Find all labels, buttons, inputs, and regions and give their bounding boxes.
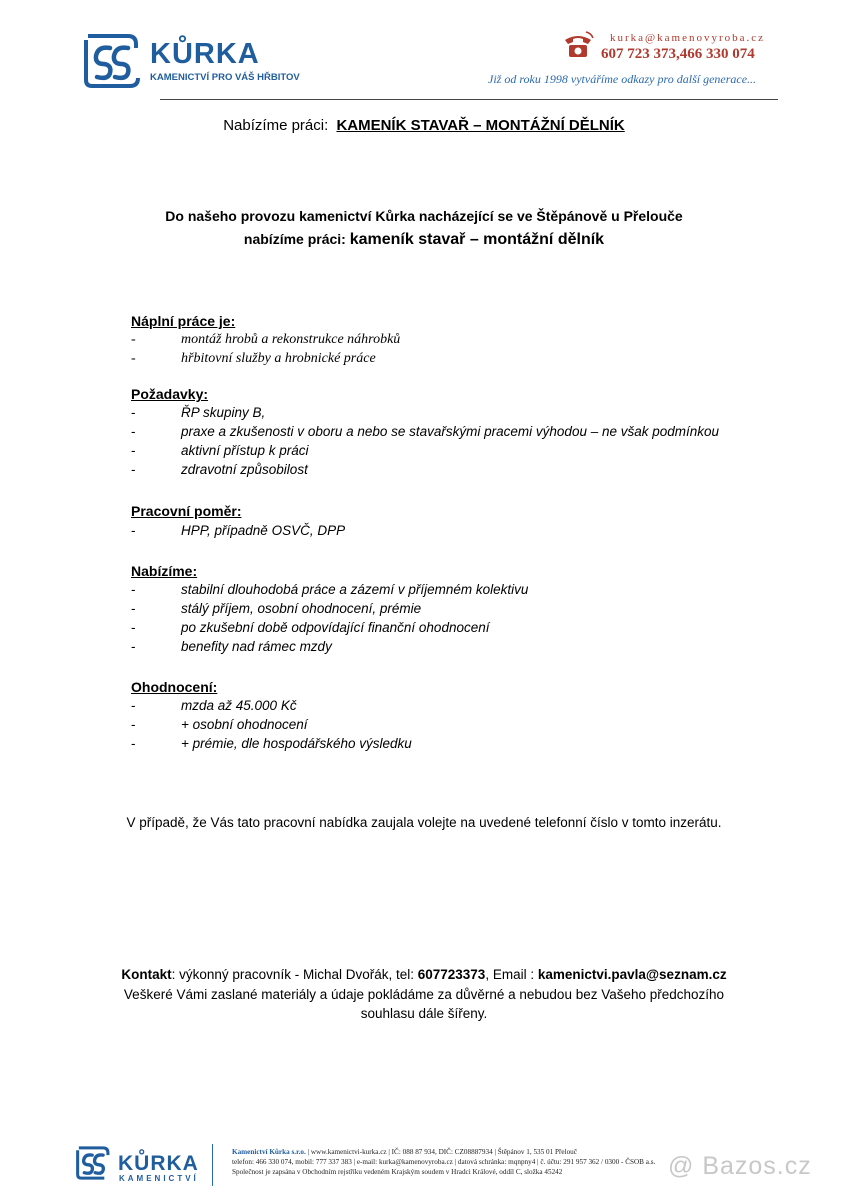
telephone-icon bbox=[561, 30, 595, 65]
confidentiality-line-1: Veškeré Vámi zaslané materiály a údaje pokládáme za důvěrné a nebudou bez Vašeho předchozího bbox=[123, 987, 725, 1002]
footer-brand-subtitle: KAMENICTVÍ bbox=[119, 1174, 199, 1183]
list-item-text: stabilní dlouhodobá práce a zázemí v příjemném kolektivu bbox=[181, 582, 529, 597]
bullet-dash: - bbox=[131, 351, 136, 366]
title-lead: Nabízíme práci: bbox=[223, 117, 329, 134]
contact-label: Kontakt bbox=[121, 967, 172, 982]
list-item bbox=[131, 639, 332, 654]
bullet-dash: - bbox=[131, 698, 136, 713]
list-item-text: mzda až 45.000 Kč bbox=[181, 698, 297, 713]
logo-brand-name: KŮRKA bbox=[150, 38, 260, 70]
list-item bbox=[131, 443, 309, 458]
bullet-dash: - bbox=[131, 639, 136, 654]
list-item bbox=[131, 405, 265, 420]
section-heading-pomer: Pracovní poměr: bbox=[131, 503, 242, 519]
list-item-text: aktivní přístup k práci bbox=[181, 443, 309, 458]
list-item-text: ŘP skupiny B, bbox=[181, 405, 266, 420]
footer-line-1-text: | www.kamenictvi-kurka.cz | IČ: 088 87 934, DIČ: CZ08887934 | Štěpánov 1, 535 01 Přelouč bbox=[305, 1148, 577, 1156]
section-heading-naplni: Náplní práce je: bbox=[131, 313, 236, 329]
list-item-text: + osobní ohodnocení bbox=[181, 717, 308, 732]
list-item-text: hřbitovní služby a hrobnické práce bbox=[181, 351, 376, 366]
footer-line-3: Společnost je zapsána v Obchodním rejstříku vedeném Krajským soudem v Hradci Králové, oddíl C, složka 45242 bbox=[232, 1168, 563, 1176]
footer-line-1 bbox=[232, 1148, 577, 1156]
footer-brand-name: KŮRKA bbox=[118, 1152, 199, 1175]
list-item-text: benefity nad rámec mzdy bbox=[181, 639, 332, 654]
bullet-dash: - bbox=[131, 736, 136, 751]
list-item-text: HPP, případně OSVČ, DPP bbox=[181, 523, 346, 538]
list-item bbox=[131, 620, 489, 635]
intro-lead: nabízíme práci: bbox=[243, 231, 346, 247]
list-item-text: + prémie, dle hospodářského výsledku bbox=[181, 736, 412, 751]
list-item-text: praxe a zkušenosti v oboru a nebo se stavařskými pracemi výhodou – ne však podmínkou bbox=[181, 424, 720, 439]
list-item bbox=[131, 601, 421, 616]
title-job: KAMENÍK STAVAŘ – MONTÁŽNÍ DĚLNÍK bbox=[336, 117, 625, 134]
list-item bbox=[131, 351, 376, 367]
contact-phone[interactable]: 607723373 bbox=[417, 967, 486, 982]
confidentiality-line-2: souhlasu dále šířeny. bbox=[360, 1006, 488, 1021]
footer-divider bbox=[212, 1144, 213, 1186]
intro-line-2 bbox=[0, 231, 848, 249]
footer-company: Kamenictví Kůrka s.r.o. bbox=[232, 1148, 306, 1156]
bullet-dash: - bbox=[131, 332, 136, 347]
footer-logo-emblem-icon bbox=[74, 1144, 114, 1187]
contact-email[interactable]: kamenictvi.pavla@seznam.cz bbox=[537, 967, 727, 982]
bullet-dash: - bbox=[131, 717, 136, 732]
contact-email-label: , Email : bbox=[485, 967, 538, 982]
header-phone[interactable]: 607 723 373,466 330 074 bbox=[601, 46, 755, 62]
list-item bbox=[131, 717, 307, 732]
list-item-text: stálý příjem, osobní ohodnocení, prémie bbox=[181, 601, 422, 616]
bullet-dash: - bbox=[131, 443, 136, 458]
bullet-dash: - bbox=[131, 462, 136, 477]
watermark: @ Bazos.cz bbox=[668, 1152, 812, 1180]
list-item bbox=[131, 462, 308, 477]
bullet-dash: - bbox=[131, 620, 136, 635]
logo-emblem-icon bbox=[80, 30, 146, 92]
footer-line-2: telefon: 466 330 074, mobil: 777 337 383 | e-mail: kurka@kamenovyroba.cz | datová schránka: mqnpny4 | č. účtu: 291 957 362 / 0300 - ČSOB a.s. bbox=[232, 1158, 656, 1166]
header-email[interactable]: kurka@kamenovyroba.cz bbox=[610, 32, 766, 44]
list-item bbox=[131, 424, 719, 439]
list-item bbox=[131, 523, 345, 538]
list-item-text: zdravotní způsobilost bbox=[181, 462, 308, 477]
bullet-dash: - bbox=[131, 405, 136, 420]
list-item-text: po zkušební době odpovídající finanční ohodnocení bbox=[181, 620, 490, 635]
page-title bbox=[0, 117, 848, 134]
bullet-dash: - bbox=[131, 582, 136, 597]
intro-job: kameník stavař – montážní dělník bbox=[349, 231, 605, 248]
bullet-dash: - bbox=[131, 601, 136, 616]
bullet-dash: - bbox=[131, 424, 136, 439]
intro-line-1: Do našeho provozu kamenictví Kůrka nacházející se ve Štěpánově u Přelouče bbox=[165, 208, 683, 224]
list-item-text: montáž hrobů a rekonstrukce náhrobků bbox=[181, 332, 401, 347]
section-heading-nabizime: Nabízíme: bbox=[131, 563, 198, 579]
logo-brand-subtitle: KAMENICTVÍ PRO VÁŠ HŘBITOV bbox=[150, 72, 300, 83]
list-item bbox=[131, 332, 400, 348]
header-slogan: Již od roku 1998 vytváříme odkazy pro další generace... bbox=[488, 72, 757, 86]
list-item bbox=[131, 582, 528, 597]
bullet-dash: - bbox=[131, 523, 136, 538]
closing-note: V případě, že Vás tato pracovní nabídka zaujala volejte na uvedené telefonní číslo v tomto inzerátu. bbox=[126, 815, 722, 830]
contact-line bbox=[0, 965, 848, 985]
list-item bbox=[131, 736, 412, 751]
section-heading-pozadavky: Požadavky: bbox=[131, 386, 209, 402]
list-item bbox=[131, 698, 297, 713]
header-divider bbox=[160, 99, 778, 100]
contact-person: : výkonný pracovník - Michal Dvořák, tel: bbox=[171, 967, 418, 982]
section-heading-ohodnoceni: Ohodnocení: bbox=[131, 679, 218, 695]
